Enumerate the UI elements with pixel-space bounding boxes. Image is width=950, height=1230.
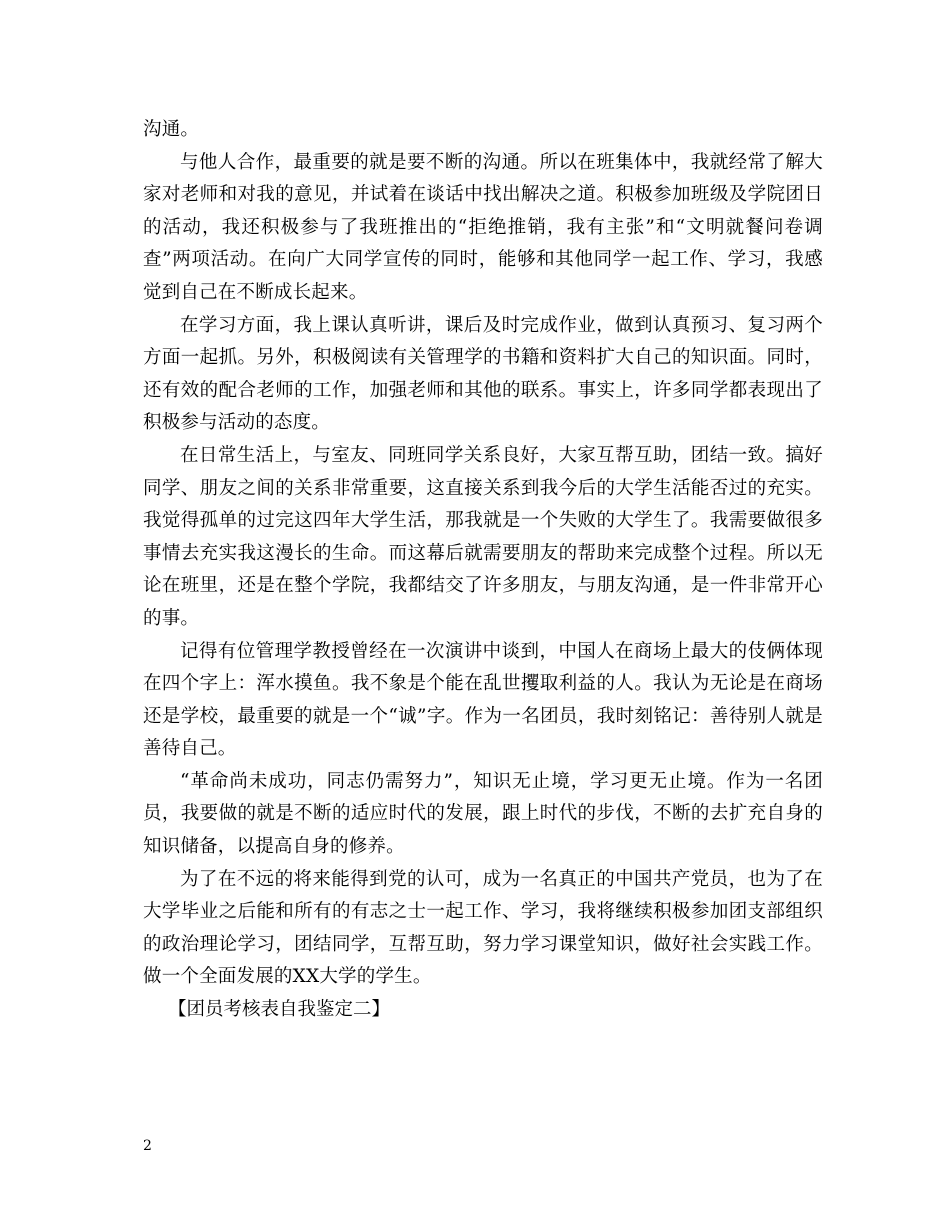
paragraph-learning: “革命尚未成功，同志仍需努力”，知识无止境，学习更无止境。作为一名团员，我要做的就是不断的适应时代的发展，跟上时代的步伐，不断的去扩充自身的知识储备，以提高自身的修养。 <box>143 770 823 858</box>
paragraph-study: 在学习方面，我上课认真听讲，课后及时完成作业，做到认真预习、复习两个方面一起抓。另外，积极阅读有关管理学的书籍和资料扩大自己的知识面。同时，还有效的配合老师的工作，加强老师和其他的联系。事实上，许多同学都表现出了积极参与活动的态度。 <box>143 314 823 434</box>
section-heading: 【团员考核表自我鉴定二】 <box>168 999 391 1021</box>
paragraph-integrity: 记得有位管理学教授曾经在一次演讲中谈到，中国人在商场上最大的伎俩体现在四个字上：浑水摸鱼。我不象是个能在乱世攫取利益的人。我认为无论是在商场还是学校，最重要的就是一个“诚”字。作为一名团员，我时刻铭记：善待别人就是善待自己。 <box>143 640 823 760</box>
page-number: 2 <box>143 1138 152 1154</box>
paragraph-continuation: 沟通。 <box>143 119 200 140</box>
paragraph-cooperation: 与他人合作，最重要的就是要不断的沟通。所以在班集体中，我就经常了解大家对老师和对我的意见，并试着在谈话中找出解决之道。积极参加班级及学院团日的活动，我还积极参与了我班推出的“拒绝推销，我有主张”和“文明就餐问卷调查”两项活动。在向广大同学宣传的同时，能够和其他同学一起工作、学习，我感觉到自己在不断成长起来。 <box>143 151 823 303</box>
document-body <box>143 114 823 1027</box>
paragraph-goal: 为了在不远的将来能得到党的认可，成为一名真正的中国共产党员，也为了在大学毕业之后能和所有的有志之士一起工作、学习，我将继续积极参加团支部组织的政治理论学习，团结同学，互帮互助，努力学习课堂知识，做好社会实践工作。做一个全面发展的XX大学的学生。 <box>143 868 823 988</box>
paragraph-daily-life: 在日常生活上，与室友、同班同学关系良好，大家互帮互助，团结一致。搞好同学、朋友之间的关系非常重要，这直接关系到我今后的大学生活能否过的充实。我觉得孤单的过完这四年大学生活，那我就是一个失败的大学生了。我需要做很多事情去充实我这漫长的生命。而这幕后就需要朋友的帮助来完成整个过程。所以无论在班里，还是在整个学院，我都结交了许多朋友，与朋友沟通，是一件非常开心的事。 <box>143 444 823 629</box>
